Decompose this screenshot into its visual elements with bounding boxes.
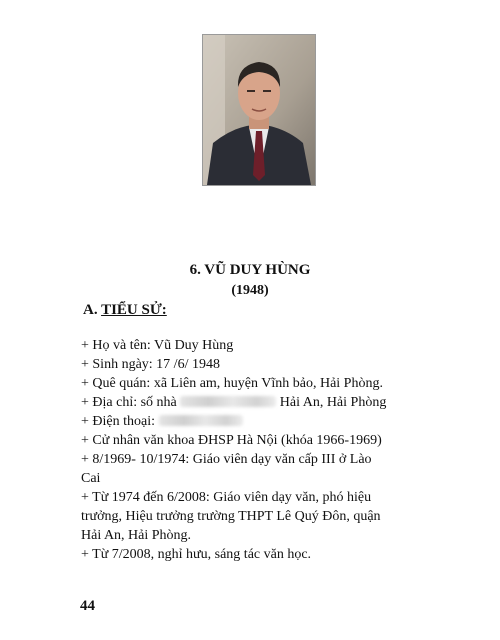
- portrait-photo: [202, 34, 316, 186]
- page-number: 44: [80, 598, 95, 614]
- bio-line-career-2-cont: trưởng, Hiệu trưởng trường THPT Lê Quý Đôn, quận: [81, 509, 381, 524]
- redacted-address: [180, 396, 276, 407]
- address-prefix: + Địa chỉ: số nhà: [81, 395, 177, 410]
- bio-line-retirement: + Từ 7/2008, nghỉ hưu, sáng tác văn học.: [81, 547, 312, 562]
- bio-line-birthdate: + Sinh ngày: 17 /6/ 1948: [81, 357, 220, 372]
- bio-line-hometown: + Quê quán: xã Liên am, huyện Vĩnh bảo, Hải Phòng.: [81, 376, 383, 391]
- bio-line-career-1-cont: Cai: [81, 471, 101, 486]
- phone-label: + Điện thoại:: [81, 414, 155, 429]
- biography-list: [81, 336, 441, 564]
- section-title: TIỂU SỬ:: [101, 302, 167, 318]
- birth-year: (1948): [231, 283, 269, 298]
- bio-line-career-2: + Từ 1974 đến 6/2008: Giáo viên dạy văn, phó hiệu: [81, 490, 372, 505]
- person-name-heading: 6. VŨ DUY HÙNG: [189, 262, 311, 278]
- section-label: A.: [83, 302, 102, 318]
- bio-line-phone: [81, 412, 441, 431]
- portrait-image: [203, 35, 315, 185]
- bio-line-career-2-cont-2: Hải An, Hải Phòng.: [81, 528, 192, 543]
- bio-line-address: [81, 393, 441, 412]
- redacted-phone: [159, 415, 243, 426]
- bio-line-career-1: + 8/1969- 10/1974: Giáo viên dạy văn cấp III ở Lào: [81, 452, 372, 467]
- address-suffix: Hải An, Hải Phòng: [279, 395, 387, 410]
- bio-line-education: + Cử nhân văn khoa ĐHSP Hà Nội (khóa 1966-1969): [81, 433, 382, 448]
- bio-line-name: + Họ và tên: Vũ Duy Hùng: [81, 338, 234, 353]
- section-heading: [83, 302, 167, 319]
